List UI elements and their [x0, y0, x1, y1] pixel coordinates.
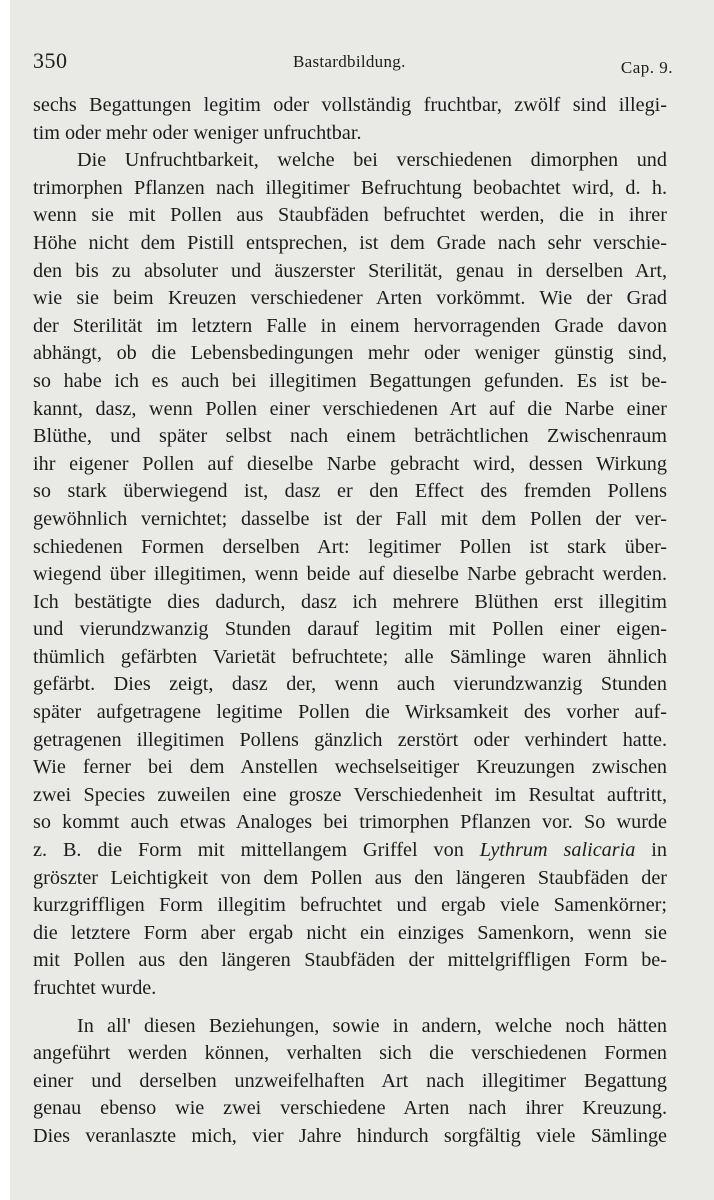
page-edge — [0, 0, 10, 1200]
text-line: Die Unfruchtbarkeit, welche bei verschiedenen dimorphen und — [77, 149, 667, 172]
text-line: schiedenen Formen derselben Art: legitimer Pollen ist stark über- — [33, 535, 667, 558]
text-line: sechs Begattungen legitim oder vollständig fruchtbar, zwölf sind illegi- — [33, 94, 667, 116]
body-text — [33, 92, 667, 1151]
chapter-label: Cap. 9. — [620, 58, 673, 77]
text-segment: z. B. die Form mit mittellangem Griffel von — [33, 839, 480, 862]
text-line: In all' diesen Beziehungen, sowie in andern, welche noch hätten — [77, 1014, 667, 1037]
text-line: kannt, dasz, wenn Pollen einer verschiedenen Art auf die Narbe einer — [33, 397, 667, 420]
text-line: so kommt auch etwas Analoges bei trimorphen Pflanzen vor. So wurde — [33, 811, 667, 834]
running-head: Bastardbildung. — [293, 52, 406, 71]
text-line: und vierundzwanzig Stunden darauf legitim mit Pollen einer eigen- — [33, 618, 667, 641]
paragraph-2 — [33, 147, 667, 1002]
text-line: kurzgriffligen Form illegitim befruchtet und ergab viele Samenkörner; — [33, 894, 667, 917]
text-line: gefärbt. Dies zeigt, dasz der, wenn auch vierundzwanzig Stunden — [33, 673, 667, 696]
text-line: mit Pollen aus den längeren Staubfäden der mittelgriffligen Form be- — [33, 949, 667, 972]
text-line: den bis zu absoluter und äuszerster Sterilität, genau in derselben Art, — [33, 259, 667, 282]
page-header — [33, 42, 673, 82]
text-line: einer und derselben unzweifelhaften Art nach illegitimer Begattung — [33, 1069, 667, 1092]
text-line: Höhe nicht dem Pistill entsprechen, ist dem Grade nach sehr verschie- — [33, 231, 667, 254]
text-line: genau ebenso wie zwei verschiedene Arten nach ihrer Kreuzung. — [33, 1097, 667, 1120]
text-line: thümlich gefärbten Varietät befruchtete; alle Sämlinge waren ähnlich — [33, 645, 667, 668]
text-line: wenn sie mit Pollen aus Staubfäden befruchtet werden, die in ihrer — [33, 204, 667, 227]
text-line: trimorphen Pflanzen nach illegitimer Befruchtung beobachtet wird, d. h. — [33, 176, 667, 199]
text-line: tim oder mehr oder weniger unfruchtbar. — [33, 121, 362, 144]
text-line: später aufgetragene legitime Pollen die Wirksamkeit des vorher auf- — [33, 701, 667, 724]
paragraph-gap — [33, 1003, 667, 1013]
text-line: getragenen illegitimen Pollens gänzlich zerstört oder verhindert hatte. — [33, 728, 667, 751]
species-name: Lythrum salicaria — [479, 839, 636, 862]
text-line: Blüthe, und später selbst nach einem beträchtlichen Zwischenraum — [33, 425, 667, 448]
text-line: gröszter Leichtigkeit von dem Pollen aus den längeren Staubfäden der — [33, 866, 667, 889]
text-line: wie sie beim Kreuzen verschiedener Arten vorkömmt. Wie der Grad — [33, 287, 667, 310]
text-line: Dies veranlaszte mich, vier Jahre hindurch sorgfältig viele Sämlinge — [33, 1124, 667, 1147]
text-line-with-italic — [33, 837, 667, 865]
text-line: die letztere Form aber ergab nicht ein einziges Samenkorn, wenn sie — [33, 921, 667, 944]
text-line: Ich bestätigte dies dadurch, dasz ich mehrere Blüthen erst illegitim — [33, 590, 667, 613]
text-line: angeführt werden können, verhalten sich die verschiedenen Formen — [33, 1042, 667, 1065]
text-line: wiegend über illegitimen, wenn beide auf dieselbe Narbe gebracht werden. — [33, 563, 667, 586]
text-line: Wie ferner bei dem Anstellen wechselseitiger Kreuzungen zwischen — [33, 756, 667, 779]
text-line: ihr eigener Pollen auf dieselbe Narbe gebracht wird, dessen Wirkung — [33, 452, 667, 475]
text-line: der Sterilität im letztern Falle in einem hervorragenden Grade davon — [33, 314, 667, 337]
text-line: so habe ich es auch bei illegitimen Begattungen gefunden. Es ist be- — [33, 369, 667, 392]
text-segment: in — [635, 839, 667, 862]
text-line: abhängt, ob die Lebensbedingungen mehr oder weniger günstig sind, — [33, 342, 667, 365]
paragraph-3 — [33, 1013, 667, 1151]
text-line: so stark überwiegend ist, dasz er den Effect des fremden Pollens — [33, 480, 667, 503]
paragraph-1 — [33, 92, 667, 147]
page-number: 350 — [33, 48, 68, 73]
text-line: fruchtet wurde. — [33, 977, 157, 999]
text-line: gewöhnlich vernichtet; dasselbe ist der Fall mit dem Pollen der ver- — [33, 507, 667, 530]
text-line: zwei Species zuweilen eine grosze Verschiedenheit im Resultat auftritt, — [33, 783, 667, 806]
